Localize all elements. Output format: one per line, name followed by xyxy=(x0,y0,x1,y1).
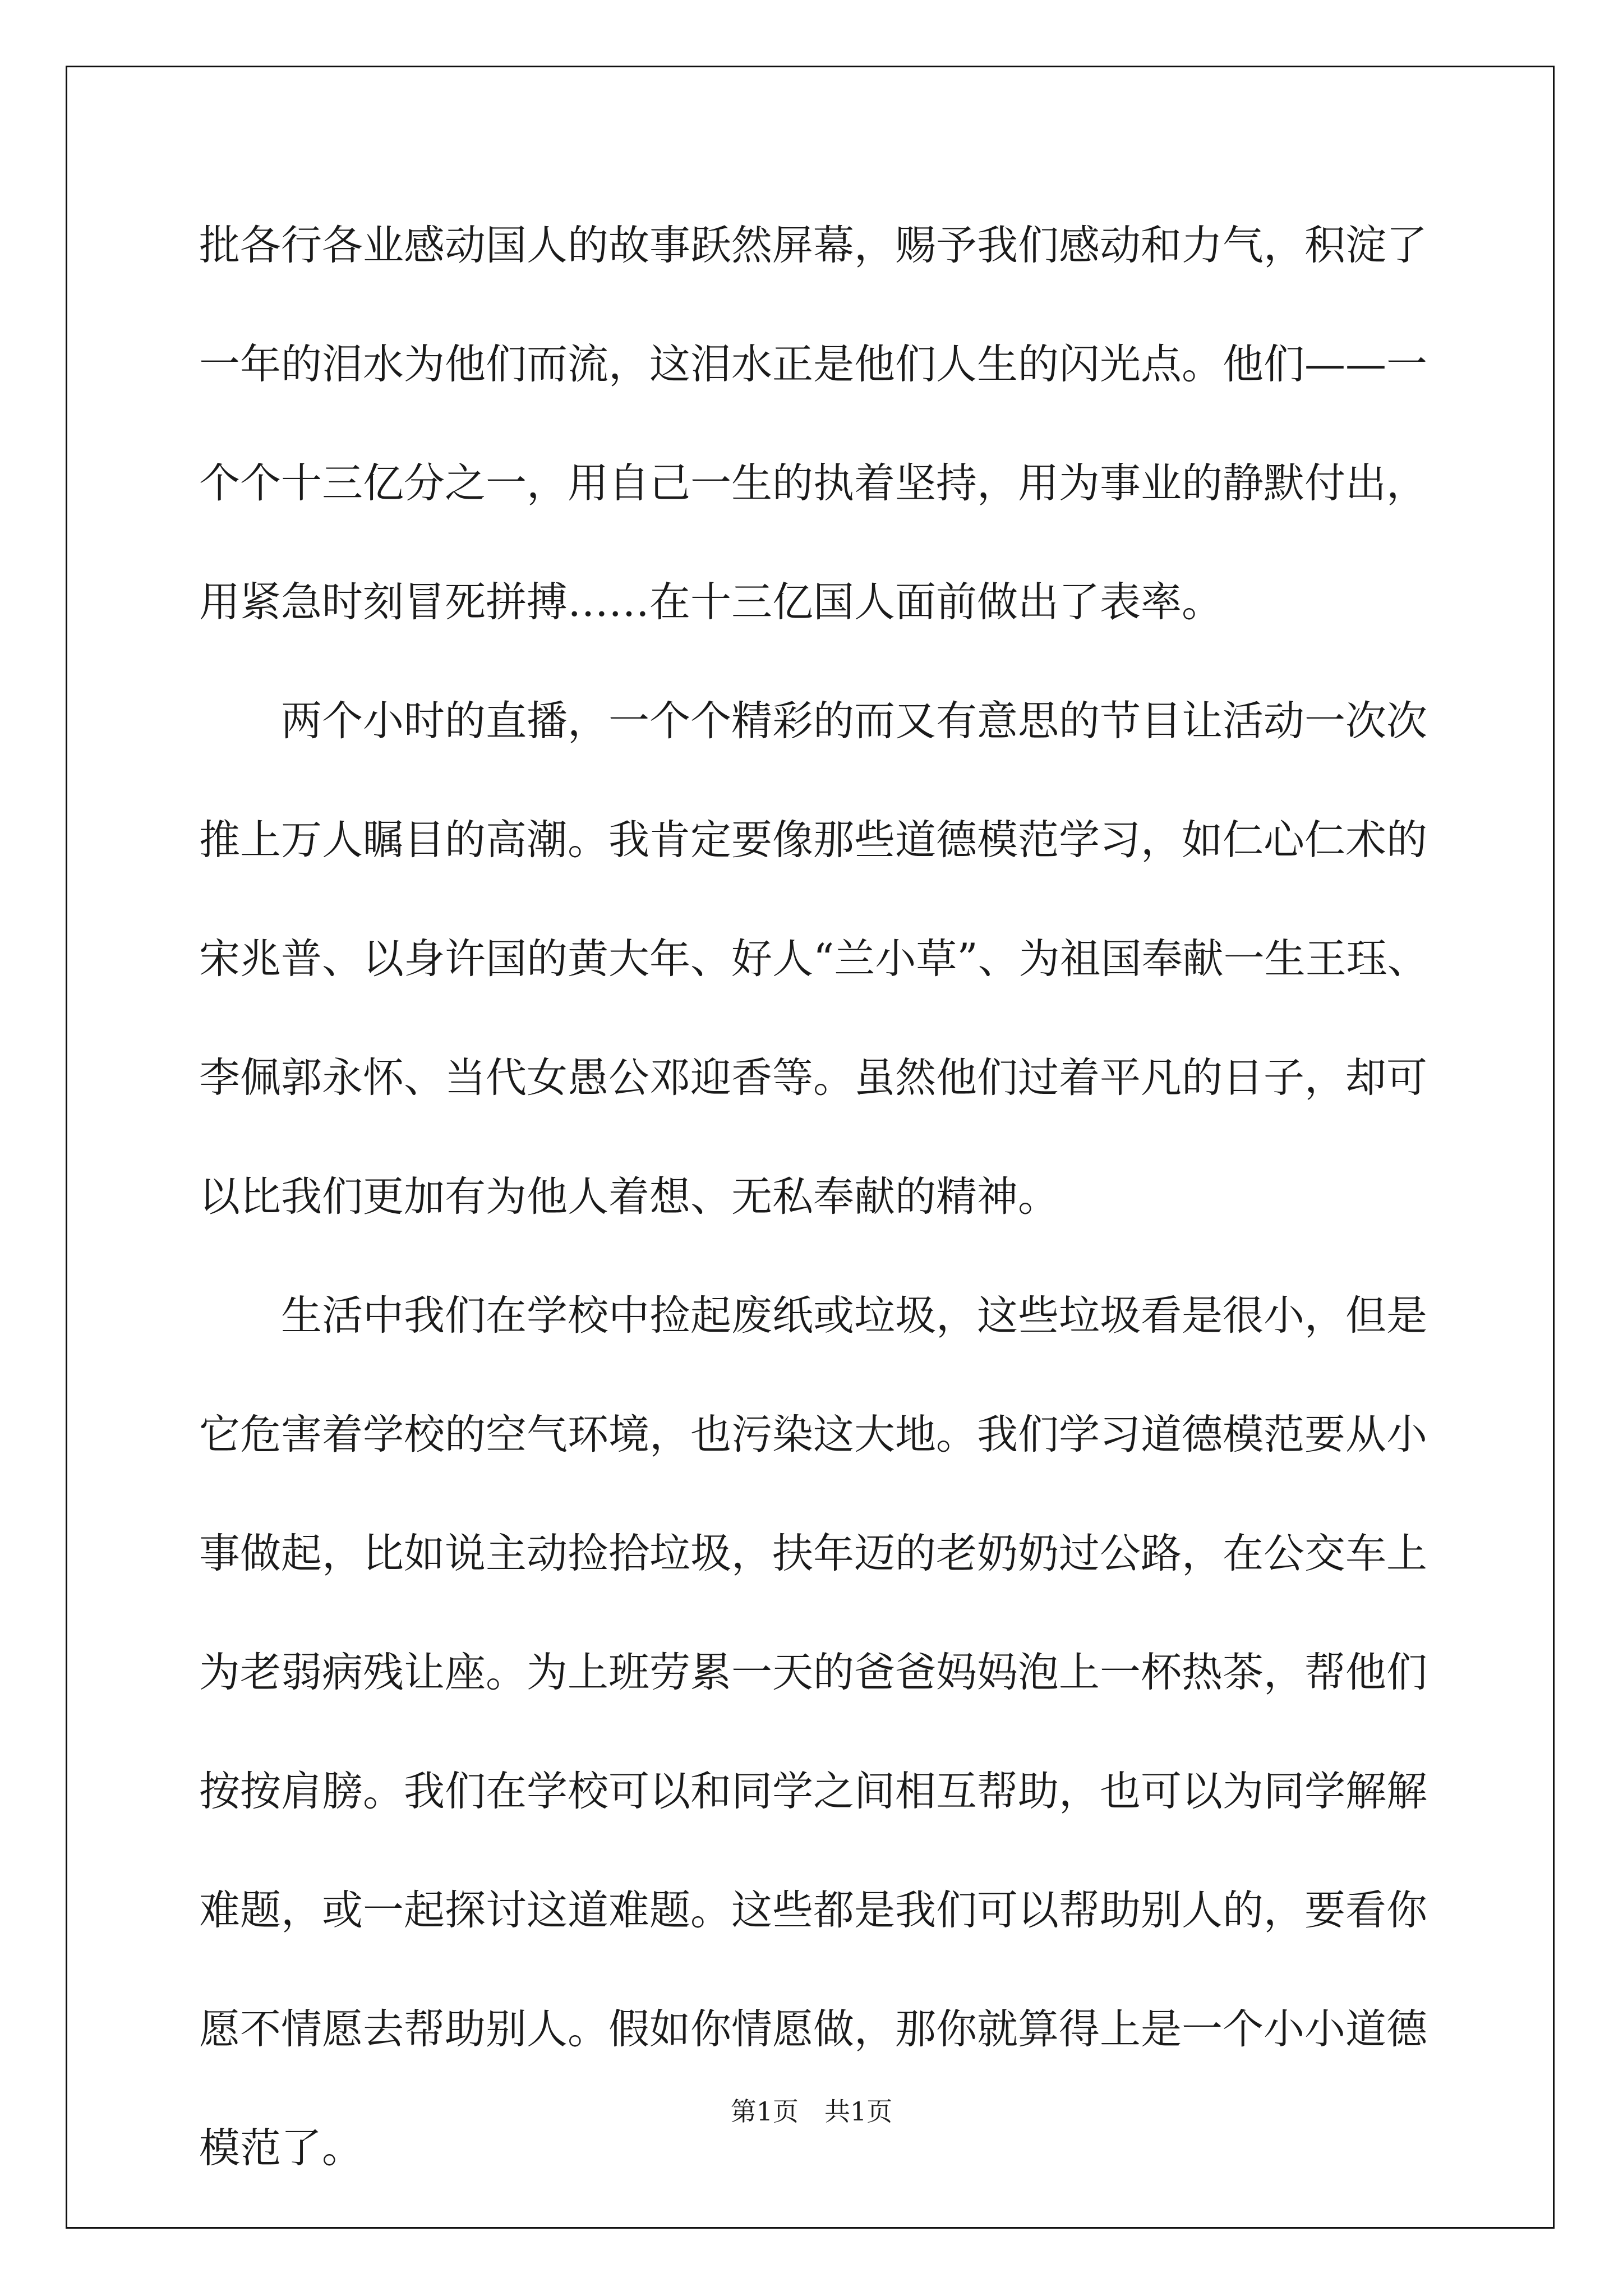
text-line: 难题，或一起探讨这道难题。这些都是我们可以帮助别人的，要看你 xyxy=(199,1887,1427,1934)
text-line: 按按肩膀。我们在学校可以和同学之间相互帮助，也可以为同学解解 xyxy=(199,1768,1427,1815)
text-line: 李佩郭永怀、当代女愚公邓迎香等。虽然他们过着平凡的日子，却可 xyxy=(199,1054,1427,1102)
document-body xyxy=(199,218,1433,2239)
text-line: 宋兆普、以身许国的黄大年、好人“兰小草”、为祖国奉献一生王珏、 xyxy=(199,935,1428,983)
text-line: 生活中我们在学校中捡起废纸或垃圾，这些垃圾看是很小，但是 xyxy=(199,1292,1427,1340)
text-line: 个个十三亿分之一，用自己一生的执着坚持，用为事业的静默付出， xyxy=(199,459,1427,507)
text-line: 为老弱病残让座。为上班劳累一天的爸爸妈妈泡上一杯热茶，帮他们 xyxy=(199,1649,1427,1696)
text-line: 模范了。 xyxy=(199,2124,363,2172)
text-line: 用紧急时刻冒死拼搏……在十三亿国人面前做出了表率。 xyxy=(199,578,1223,626)
text-line: 愿不情愿去帮助别人。假如你情愿做，那你就算得上是一个小小道德 xyxy=(199,2005,1427,2053)
text-line: 以比我们更加有为他人着想、无私奉献的精神。 xyxy=(199,1173,1059,1221)
text-line: 它危害着学校的空气环境，也污染这大地。我们学习道德模范要从小 xyxy=(199,1411,1427,1458)
text-line: 推上万人瞩目的高潮。我肯定要像那些道德模范学习，如仁心仁术的 xyxy=(199,816,1427,864)
text-line: 一年的泪水为他们而流，这泪水正是他们人生的闪光点。他们——一 xyxy=(199,341,1427,388)
page-number: 第1页 共1页 xyxy=(730,2096,893,2127)
text-line: 两个小时的直播，一个个精彩的而又有意思的节目让活动一次次 xyxy=(199,697,1427,745)
text-line: 批各行各业感动国人的故事跃然屏幕，赐予我们感动和力气，积淀了 xyxy=(199,222,1427,269)
text-line: 事做起，比如说主动捡拾垃圾，扶年迈的老奶奶过公路，在公交车上 xyxy=(199,1530,1427,1577)
